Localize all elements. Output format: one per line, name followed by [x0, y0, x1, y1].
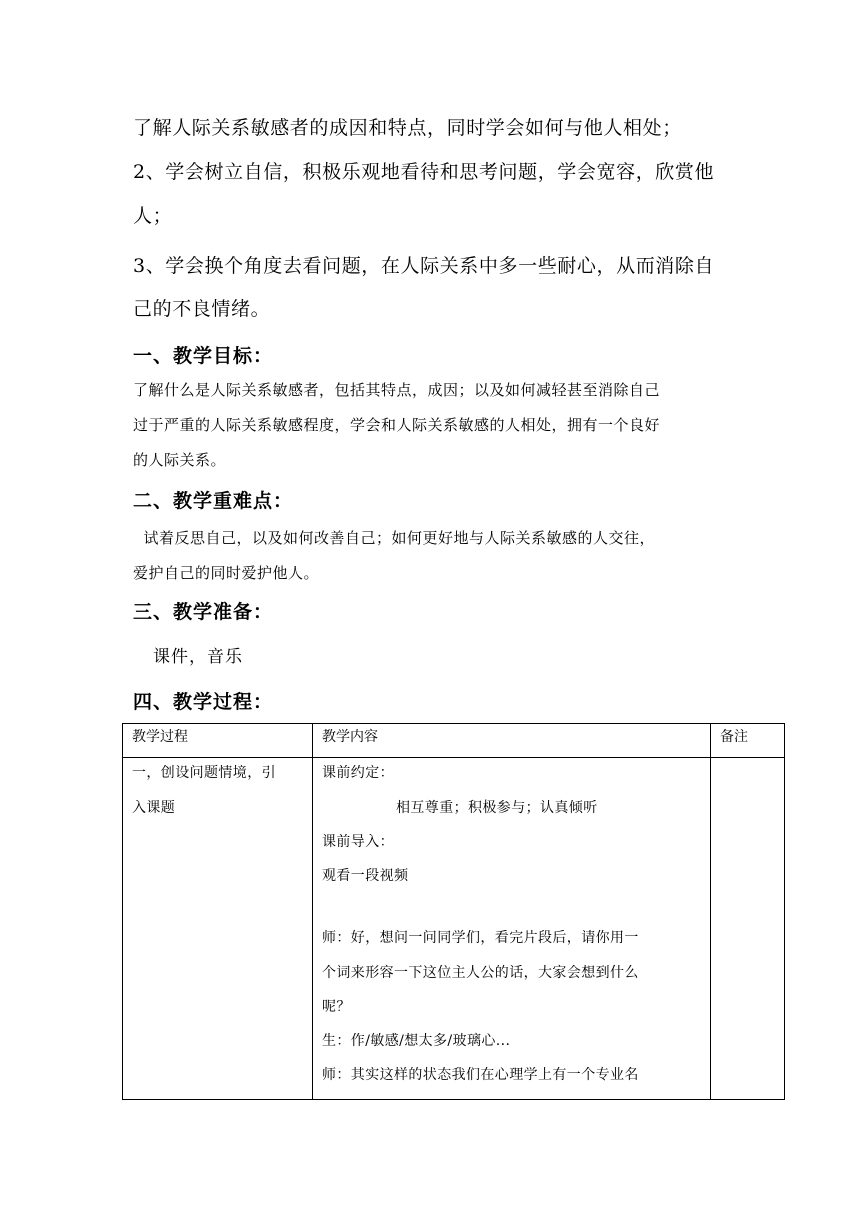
content-cell — [313, 758, 711, 1100]
section-heading-goals: 一、教学目标： — [133, 345, 274, 367]
content-line-9: 师：其实这样的状态我们在心理学上有一个专业名 — [322, 1067, 639, 1083]
content-line-1: 课前约定： — [322, 765, 394, 781]
intro-line-1: 了解人际关系敏感者的成因和特点，同时学会如何与他人相处； — [133, 117, 682, 139]
section-heading-preparation: 三、教学准备： — [133, 601, 274, 623]
table-header-row — [123, 724, 785, 758]
goals-line-3: 的人际关系。 — [133, 451, 227, 469]
keypoints-line-2: 爱护自己的同时爱护他人。 — [133, 564, 320, 582]
content-line-2: 相互尊重；积极参与；认真倾听 — [396, 800, 598, 816]
goals-line-2: 过于严重的人际关系敏感程度，学会和人际关系敏感的人相处，拥有一个良好 — [133, 416, 661, 434]
note-cell — [711, 758, 785, 1100]
content-line-8: 生：作/敏感/想太多/玻璃心... — [322, 1033, 511, 1049]
stage-line-2: 入课题 — [132, 800, 176, 816]
intro-line-4: 3、学会换个角度去看问题，在人际关系中多一些耐心，从而消除自 — [133, 255, 715, 277]
content-line-5: 师：好，想问一问同学们，看完片段后，请你用一 — [322, 930, 639, 946]
intro-line-2: 2、学会树立自信，积极乐观地看待和思考问题，学会宽容，欣赏他 — [133, 161, 715, 183]
stage-cell — [123, 758, 313, 1100]
table-row — [123, 758, 785, 1100]
keypoints-line-1: 试着反思自己，以及如何改善自己；如何更好地与人际关系敏感的人交往， — [133, 529, 656, 547]
preparation-text: 课件，音乐 — [153, 647, 243, 667]
header-cell-content: 教学内容 — [313, 724, 711, 758]
intro-line-3: 人； — [133, 205, 173, 227]
section-heading-process: 四、教学过程： — [133, 691, 274, 713]
section-heading-keypoints: 二、教学重难点： — [133, 490, 294, 512]
content-line-6: 个词来形容一下这位主人公的话，大家会想到什么 — [322, 965, 639, 981]
content-line-7: 呢？ — [322, 999, 351, 1015]
content-line-3: 课前导入： — [322, 834, 394, 850]
header-cell-stage: 教学过程 — [123, 724, 313, 758]
intro-line-5: 己的不良情绪。 — [133, 298, 271, 320]
content-line-4: 观看一段视频 — [322, 868, 409, 884]
goals-line-1: 了解什么是人际关系敏感者，包括其特点，成因；以及如何减轻甚至消除自己 — [133, 381, 661, 399]
teaching-process-table — [122, 723, 785, 1100]
stage-line-1: 一，创设问题情境，引 — [132, 765, 276, 781]
header-cell-note: 备注 — [711, 724, 785, 758]
